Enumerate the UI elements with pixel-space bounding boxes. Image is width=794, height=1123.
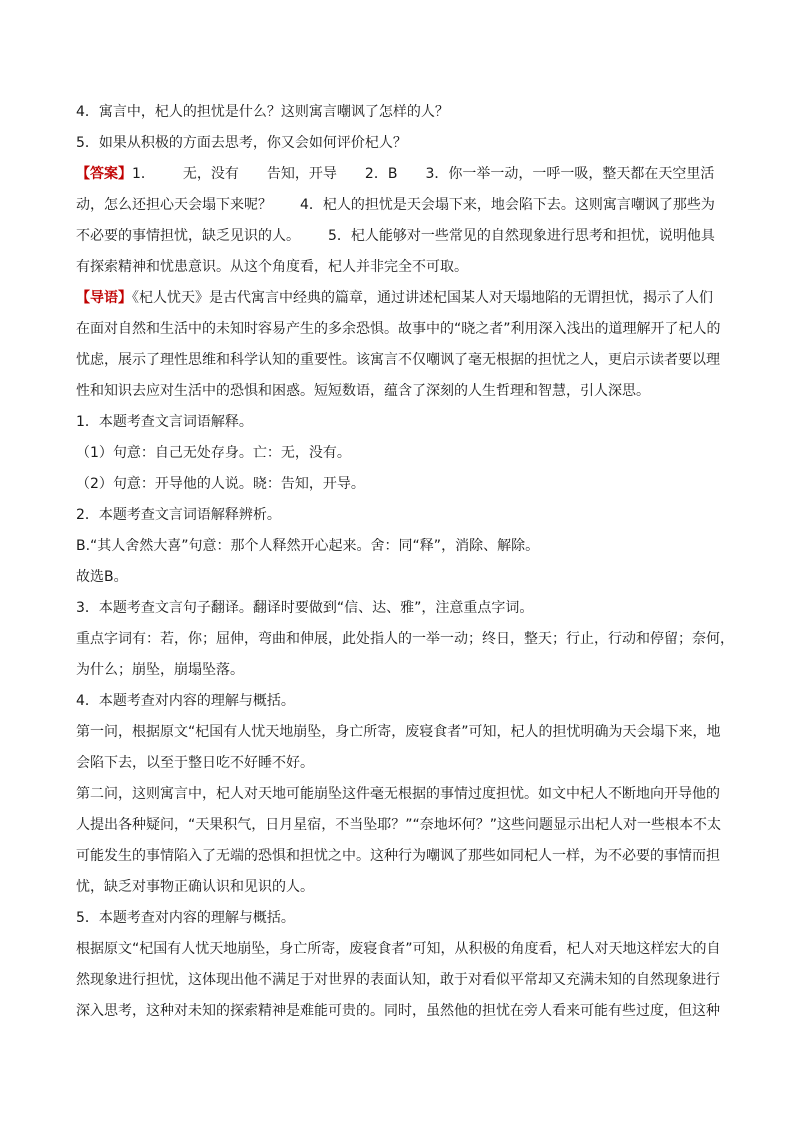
text-line [76, 283, 726, 314]
text-segment: 告知，开导 [266, 166, 337, 182]
text-line [76, 810, 726, 841]
text-line [76, 779, 726, 810]
text-segment: 2．本题考查文言词语解释辨析。 [76, 507, 281, 523]
text-segment: 有探索精神和忧患意识。从这个角度看，杞人并非完全不可取。 [76, 259, 468, 275]
text-segment: 可能发生的事情陷入了无端的恐惧和担忧之中。这种行为嘲讽了那些如同杞人一样，为不必要的事情而担 [76, 848, 720, 864]
text-line [76, 190, 726, 221]
text-segment: 3．本题考查文言句子翻译。翻译时要做到“信、达、雅”，注意重点字词。 [76, 600, 534, 616]
text-segment: 动，怎么还担心天会塌下来呢？ [76, 197, 272, 213]
text-segment: 在面对自然和生活中的未知时容易产生的多余恐惧。故事中的“晓之者”利用深入浅出的道理解开了杞人的 [76, 321, 721, 337]
text-segment: B.“其人舍然大喜”句意：那个人释然开心起来。舍：同“释”，消除、解除。 [76, 538, 540, 554]
answer-text-block [76, 97, 734, 1027]
section-tag: 【答案】 [76, 166, 132, 182]
text-line [76, 624, 734, 655]
text-segment: 根据原文“杞国有人忧天地崩坠，身亡所寄，废寝食者”可知，从积极的角度看，杞人对天地这样宏大的自 [76, 941, 721, 957]
text-segment: 忧，缺乏对事物正确认识和见识的人。 [76, 879, 314, 895]
text-segment: 4．本题考查对内容的理解与概括。 [76, 693, 295, 709]
text-line [76, 97, 726, 128]
text-line [76, 159, 726, 190]
text-segment: 人提出各种疑问，“天果积气，日月星宿，不当坠耶？”“奈地坏何？”这些问题显示出杞人对一些根本不太 [76, 817, 722, 833]
text-segment: 3．你一举一动，一呼一吸，整天都在天空里活 [425, 166, 715, 182]
text-line [76, 903, 726, 934]
text-segment: 会陷下去，以至于整日吃不好睡不好。 [76, 755, 314, 771]
text-line [76, 872, 726, 903]
text-segment: 故选B。 [76, 569, 128, 585]
text-line [76, 345, 726, 376]
text-segment: 1． [132, 166, 155, 182]
text-line [76, 531, 726, 562]
text-segment: 性和知识去应对生活中的恐惧和困惑。短短数语，蕴含了深刻的人生哲理和智慧，引人深思。 [76, 383, 650, 399]
text-line [76, 314, 726, 345]
text-line [76, 500, 726, 531]
text-line [76, 717, 726, 748]
text-segment: 忧虑，展示了理性思维和科学认知的重要性。该寓言不仅嘲讽了毫无根据的担忧之人，更启示读者要以理 [76, 352, 720, 368]
text-segment: 5．杞人能够对一些常见的自然现象进行思考和担忧，说明他具 [328, 228, 715, 244]
section-tag: 【导语】 [76, 290, 132, 306]
text-segment: 2．B [364, 166, 398, 182]
text-segment: 然现象进行担忧，这体现出他不满足于对世界的表面认知，敢于对看似平常却又充满未知的自然现象进行 [76, 972, 720, 988]
text-segment: 无，没有 [182, 166, 239, 182]
text-line [76, 996, 726, 1027]
text-segment: 第一问，根据原文“杞国有人忧天地崩坠，身亡所寄，废寝食者”可知，杞人的担忧明确为天会塌下来，地 [76, 724, 721, 740]
text-line [76, 438, 726, 469]
text-segment: 第二问，这则寓言中，杞人对天地可能崩坠这件毫无根据的事情过度担忧。如文中杞人不断地向开导他的 [76, 786, 720, 802]
text-segment: 4．寓言中，杞人的担忧是什么？这则寓言嘲讽了怎样的人？ [76, 104, 449, 120]
text-line [76, 965, 726, 996]
text-segment: 为什么；崩坠，崩塌坠落。 [76, 662, 244, 678]
text-line [76, 128, 726, 159]
text-segment: （1）句意：自己无处存身。亡：无，没有。 [76, 445, 351, 461]
text-line [76, 655, 726, 686]
text-line [76, 593, 726, 624]
text-line [76, 252, 726, 283]
text-line [76, 748, 726, 779]
text-segment: 5．如果从积极的方面去思考，你又会如何评价杞人？ [76, 135, 407, 151]
text-segment: 5．本题考查对内容的理解与概括。 [76, 910, 295, 926]
text-segment: 不必要的事情担忧，缺乏见识的人。 [76, 228, 300, 244]
text-segment: 1．本题考查文言词语解释。 [76, 414, 253, 430]
text-line [76, 376, 726, 407]
text-segment: 4．杞人的担忧是天会塌下来，地会陷下去。这则寓言嘲讽了那些为 [300, 197, 715, 213]
text-segment: 《杞人忧天》是古代寓言中经典的篇章，通过讲述杞国某人对天塌地陷的无谓担忧，揭示了人们 [132, 290, 713, 306]
text-segment: （2）句意：开导他的人说。晓：告知，开导。 [76, 476, 365, 492]
text-segment: 重点字词有：若，你；屈伸，弯曲和伸展，此处指人的一举一动；终日，整天；行止，行动和停留；奈何， [76, 631, 734, 647]
text-line [76, 469, 726, 500]
text-line [76, 221, 726, 252]
text-line [76, 841, 726, 872]
text-line [76, 934, 726, 965]
text-segment: 深入思考，这种对未知的探索精神是难能可贵的。同时，虽然他的担忧在旁人看来可能有些过度，但这种 [76, 1003, 720, 1019]
text-line [76, 686, 726, 717]
text-line [76, 562, 726, 593]
text-line [76, 407, 726, 438]
